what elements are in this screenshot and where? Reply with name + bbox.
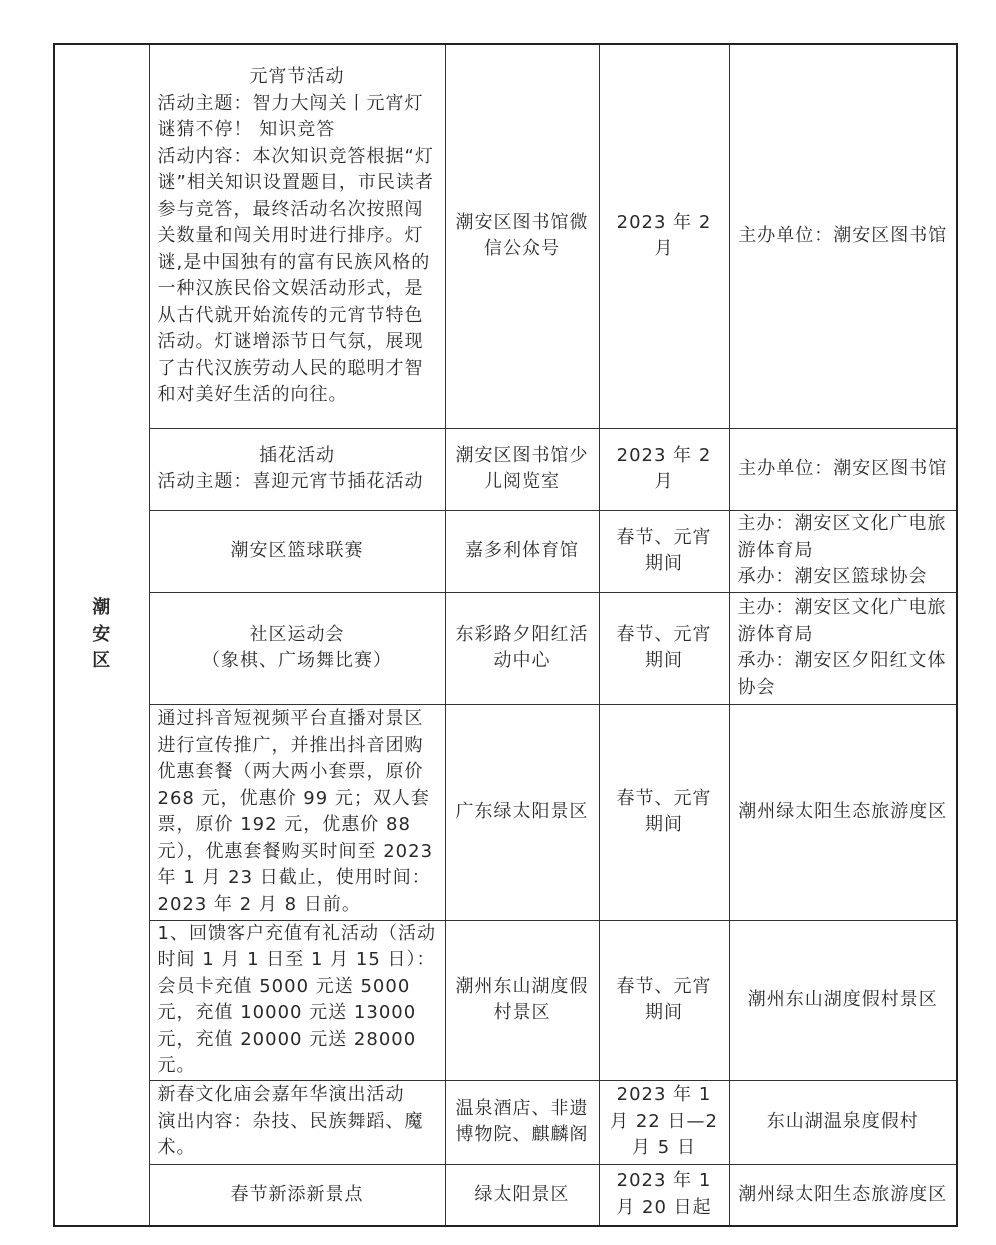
time-cell: 2023 年 2 月 [599, 428, 729, 510]
venue-cell: 潮安区图书馆少儿阅览室 [445, 428, 599, 510]
activity-cell [149, 704, 445, 920]
table-row [54, 704, 957, 920]
organizer-text: 潮州绿太阳生态旅游度区 [738, 1183, 948, 1205]
organizer-cell [729, 1080, 957, 1164]
activity-text: 春节新添新景点 [230, 1183, 364, 1205]
organizer-cell [729, 1164, 957, 1226]
activity-text: 社区运动会 [249, 623, 345, 645]
activity-cell [149, 920, 445, 1080]
venue-cell: 潮安区图书馆微信公众号 [445, 44, 599, 428]
organizer-cell [729, 592, 957, 704]
organizer-text: 承办：潮安区篮球协会 [737, 566, 928, 588]
activity-table [53, 43, 958, 1227]
activity-cell [149, 1164, 445, 1226]
activity-text: 通过抖音短视频平台直播对景区进行宣传推广，并推出抖音团购优惠套餐（两大两小套票，原价 268 元，优惠价 99 元；双人套票，原价 192 元，优惠价 88 元），优惠套餐购买时间至 2023 年 1 月 23 日截止，使用时间：2023 年 2 月 8 日前。 [157, 708, 434, 915]
venue-cell: 绿太阳景区 [445, 1164, 599, 1226]
activity-cell [149, 428, 445, 510]
organizer-cell [729, 44, 957, 428]
table-row [54, 44, 957, 428]
table-row [54, 510, 957, 592]
table-row [54, 1164, 957, 1226]
activity-text: 1、回馈客户充值有礼活动（活动时间 1 月 1 日至 1 月 15 日）：会员卡充值 5000 元送 5000 元，充值 10000 元送 13000 元，充值 20000 元送 28000 元。 [157, 922, 436, 1076]
activity-text: 活动主题：智力大闯关丨元宵灯谜猜不停！ 知识竞答 [157, 92, 424, 140]
activity-text: 新春文化庙会嘉年华演出活动 [157, 1084, 405, 1106]
venue-cell: 温泉酒店、非遗博物院、麒麟阁 [445, 1080, 599, 1164]
time-cell: 2023 年 2 月 [599, 44, 729, 428]
venue-cell: 东彩路夕阳红活动中心 [445, 592, 599, 704]
activity-text: （象棋、广场舞比赛） [202, 650, 392, 671]
activity-cell [149, 44, 445, 428]
activity-text: 潮安区篮球联赛 [230, 539, 364, 561]
table-row [54, 428, 957, 510]
organizer-text: 主办单位：潮安区图书馆 [738, 457, 948, 479]
time-cell: 春节、元宵期间 [599, 704, 729, 920]
organizer-cell [729, 428, 957, 510]
organizer-text: 潮州东山湖度假村景区 [747, 988, 938, 1010]
organizer-cell [729, 704, 957, 920]
time-cell: 2023 年 1 月 20 日起 [599, 1164, 729, 1226]
activity-title: 元宵节活动 [249, 66, 345, 87]
organizer-text: 东山湖温泉度假村 [766, 1110, 919, 1132]
time-cell: 春节、元宵期间 [599, 510, 729, 592]
activity-cell [149, 1080, 445, 1164]
venue-cell: 广东绿太阳景区 [445, 704, 599, 920]
venue-cell: 嘉多利体育馆 [445, 510, 599, 592]
table-row [54, 592, 957, 704]
organizer-text: 主办：潮安区文化广电旅游体育局 [737, 513, 947, 561]
activity-text: 活动内容：本次知识竞答根据“灯谜”相关知识设置题目，市民读者参与竞答，最终活动名次按照闯关数量和闯关用时进行排序。灯谜,是中国独有的富有民族风格的一种汉族民俗文娱活动形式，是从古代就开始流传的元宵节特色活动。灯谜增添节日气氛，展现了古代汉族劳动人民的聪明才智和对美好生活的向往。 [157, 145, 434, 405]
venue-cell: 潮州东山湖度假村景区 [445, 920, 599, 1080]
organizer-cell [729, 920, 957, 1080]
activity-text: 活动主题：喜迎元宵节插花活动 [157, 471, 424, 492]
district-cell [54, 44, 149, 1226]
table-row [54, 920, 957, 1080]
table-row [54, 1080, 957, 1164]
organizer-text: 主办单位：潮安区图书馆 [738, 225, 948, 246]
activity-cell [149, 510, 445, 592]
time-cell: 春节、元宵期间 [599, 592, 729, 704]
organizer-text: 承办：潮安区夕阳红文体协会 [737, 650, 947, 698]
district-char-2: 安 [92, 623, 112, 645]
activity-cell [149, 592, 445, 704]
organizer-text: 主办：潮安区文化广电旅游体育局 [737, 597, 947, 645]
district-char-1: 潮 [92, 597, 112, 619]
activity-title: 插花活动 [259, 444, 335, 466]
organizer-cell [729, 510, 957, 592]
district-char-3: 区 [92, 650, 112, 672]
organizer-text: 潮州绿太阳生态旅游度区 [738, 800, 948, 822]
time-cell: 2023 年 1 月 22 日—2 月 5 日 [599, 1080, 729, 1164]
activity-text: 演出内容：杂技、民族舞蹈、魔术。 [157, 1110, 424, 1159]
time-cell: 春节、元宵期间 [599, 920, 729, 1080]
